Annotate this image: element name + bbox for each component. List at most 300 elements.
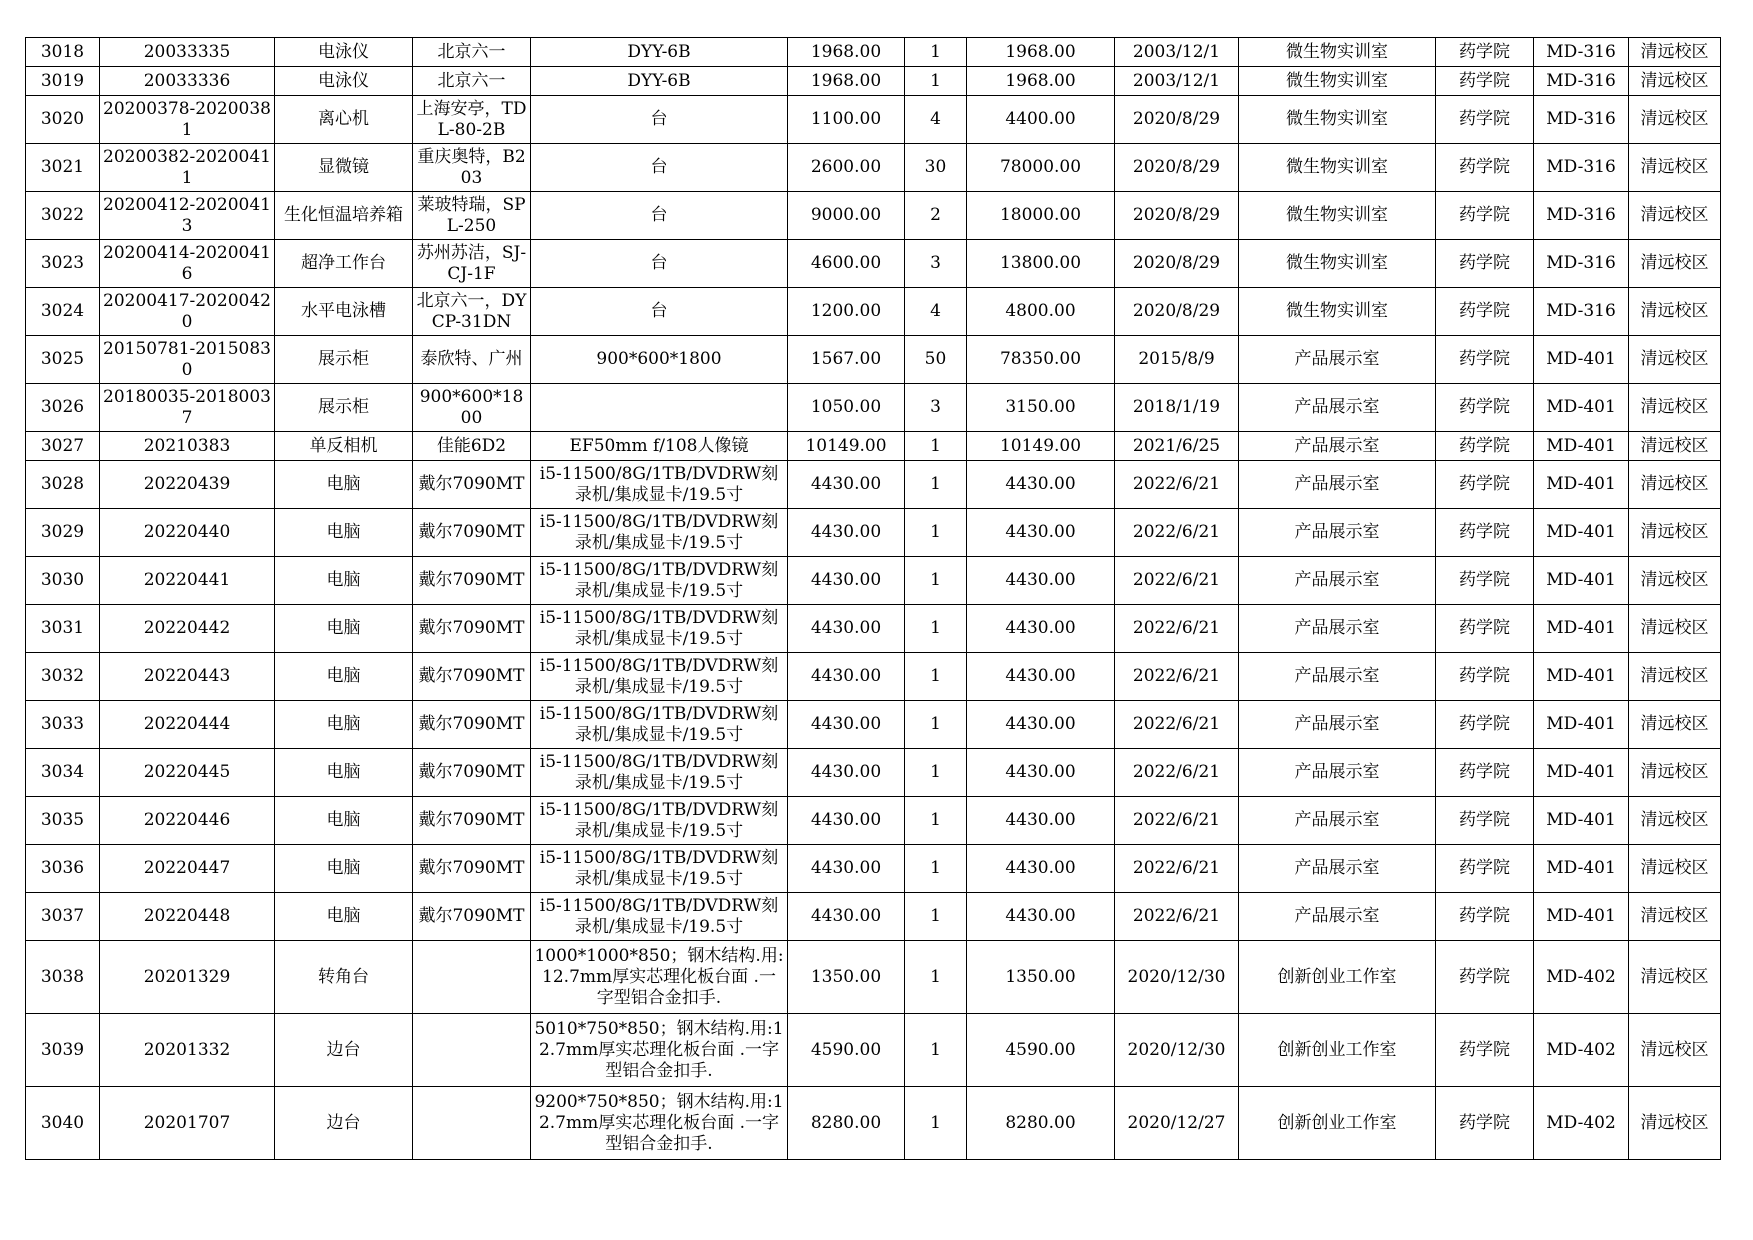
- cell-asset-no: 20220443: [100, 653, 275, 701]
- cell-lab: 产品展示室: [1239, 845, 1436, 893]
- cell-unit-price: 4430.00: [788, 509, 905, 557]
- cell-amount: 4430.00: [967, 557, 1115, 605]
- cell-campus: 清远校区: [1629, 144, 1721, 192]
- cell-campus: 清远校区: [1629, 67, 1721, 96]
- cell-unit-price: 4430.00: [788, 893, 905, 941]
- cell-qty: 1: [905, 749, 967, 797]
- cell-qty: 1: [905, 653, 967, 701]
- cell-room: MD-401: [1534, 557, 1629, 605]
- cell-qty: 1: [905, 845, 967, 893]
- cell-lab: 产品展示室: [1239, 336, 1436, 384]
- cell-college: 药学院: [1436, 288, 1534, 336]
- cell-asset-no: 20180035-20180037: [100, 384, 275, 432]
- cell-model: 戴尔7090MT: [413, 557, 531, 605]
- cell-seq: 3027: [26, 432, 100, 461]
- cell-campus: 清远校区: [1629, 240, 1721, 288]
- cell-date: 2020/12/30: [1115, 941, 1239, 1014]
- cell-amount: 1968.00: [967, 38, 1115, 67]
- cell-name: 水平电泳槽: [275, 288, 413, 336]
- cell-qty: 4: [905, 288, 967, 336]
- cell-name: 电脑: [275, 893, 413, 941]
- cell-seq: 3020: [26, 96, 100, 144]
- cell-asset-no: 20200417-20200420: [100, 288, 275, 336]
- cell-name: 边台: [275, 1087, 413, 1160]
- cell-date: 2021/6/25: [1115, 432, 1239, 461]
- cell-name: 电脑: [275, 701, 413, 749]
- cell-date: 2022/6/21: [1115, 509, 1239, 557]
- table-row: [26, 893, 1721, 941]
- cell-unit-price: 4430.00: [788, 461, 905, 509]
- cell-model: 北京六一: [413, 38, 531, 67]
- cell-room: MD-401: [1534, 653, 1629, 701]
- cell-room: MD-401: [1534, 893, 1629, 941]
- cell-unit-price: 4430.00: [788, 845, 905, 893]
- cell-name: 电脑: [275, 845, 413, 893]
- cell-unit-price: 1567.00: [788, 336, 905, 384]
- cell-lab: 产品展示室: [1239, 384, 1436, 432]
- cell-seq: 3040: [26, 1087, 100, 1160]
- cell-name: 电脑: [275, 509, 413, 557]
- cell-seq: 3018: [26, 38, 100, 67]
- cell-seq: 3024: [26, 288, 100, 336]
- cell-unit-price: 9000.00: [788, 192, 905, 240]
- cell-spec: i5-11500/8G/1TB/DVDRW刻录机/集成显卡/19.5寸: [531, 653, 788, 701]
- cell-campus: 清远校区: [1629, 557, 1721, 605]
- cell-spec: i5-11500/8G/1TB/DVDRW刻录机/集成显卡/19.5寸: [531, 797, 788, 845]
- cell-amount: 10149.00: [967, 432, 1115, 461]
- cell-room: MD-316: [1534, 240, 1629, 288]
- table-row: [26, 336, 1721, 384]
- cell-qty: 50: [905, 336, 967, 384]
- cell-seq: 3032: [26, 653, 100, 701]
- cell-qty: 1: [905, 509, 967, 557]
- cell-college: 药学院: [1436, 38, 1534, 67]
- cell-lab: 微生物实训室: [1239, 144, 1436, 192]
- cell-asset-no: 20201329: [100, 941, 275, 1014]
- cell-model: 戴尔7090MT: [413, 701, 531, 749]
- cell-name: 电脑: [275, 749, 413, 797]
- cell-qty: 1: [905, 461, 967, 509]
- cell-model: 戴尔7090MT: [413, 653, 531, 701]
- cell-date: 2022/6/21: [1115, 461, 1239, 509]
- cell-room: MD-402: [1534, 1014, 1629, 1087]
- cell-name: 电脑: [275, 653, 413, 701]
- cell-lab: 产品展示室: [1239, 749, 1436, 797]
- cell-asset-no: 20210383: [100, 432, 275, 461]
- cell-date: 2015/8/9: [1115, 336, 1239, 384]
- cell-seq: 3023: [26, 240, 100, 288]
- cell-room: MD-401: [1534, 797, 1629, 845]
- table-row: [26, 701, 1721, 749]
- cell-unit-price: 4600.00: [788, 240, 905, 288]
- cell-qty: 1: [905, 1014, 967, 1087]
- cell-unit-price: 1200.00: [788, 288, 905, 336]
- cell-date: 2003/12/1: [1115, 67, 1239, 96]
- cell-asset-no: 20220440: [100, 509, 275, 557]
- cell-lab: 产品展示室: [1239, 893, 1436, 941]
- cell-asset-no: 20033336: [100, 67, 275, 96]
- cell-lab: 创新创业工作室: [1239, 1014, 1436, 1087]
- cell-asset-no: 20033335: [100, 38, 275, 67]
- cell-amount: 4430.00: [967, 605, 1115, 653]
- cell-spec: i5-11500/8G/1TB/DVDRW刻录机/集成显卡/19.5寸: [531, 461, 788, 509]
- cell-qty: 1: [905, 557, 967, 605]
- cell-asset-no: 20220441: [100, 557, 275, 605]
- table-row: [26, 432, 1721, 461]
- table-body: [26, 38, 1721, 1160]
- cell-college: 药学院: [1436, 461, 1534, 509]
- cell-spec: DYY-6B: [531, 67, 788, 96]
- table-row: [26, 605, 1721, 653]
- cell-campus: 清远校区: [1629, 749, 1721, 797]
- cell-spec: i5-11500/8G/1TB/DVDRW刻录机/集成显卡/19.5寸: [531, 605, 788, 653]
- cell-date: 2020/8/29: [1115, 96, 1239, 144]
- cell-college: 药学院: [1436, 893, 1534, 941]
- cell-lab: 微生物实训室: [1239, 38, 1436, 67]
- cell-unit-price: 4430.00: [788, 749, 905, 797]
- table-row: [26, 557, 1721, 605]
- cell-room: MD-402: [1534, 941, 1629, 1014]
- cell-college: 药学院: [1436, 701, 1534, 749]
- cell-model: 戴尔7090MT: [413, 845, 531, 893]
- cell-asset-no: 20200378-20200381: [100, 96, 275, 144]
- cell-campus: 清远校区: [1629, 461, 1721, 509]
- cell-college: 药学院: [1436, 557, 1534, 605]
- cell-asset-no: 20220444: [100, 701, 275, 749]
- cell-lab: 产品展示室: [1239, 701, 1436, 749]
- cell-campus: 清远校区: [1629, 96, 1721, 144]
- cell-college: 药学院: [1436, 941, 1534, 1014]
- cell-qty: 30: [905, 144, 967, 192]
- table-row: [26, 845, 1721, 893]
- cell-campus: 清远校区: [1629, 432, 1721, 461]
- cell-spec: [531, 384, 788, 432]
- cell-name: 显微镜: [275, 144, 413, 192]
- cell-asset-no: 20220446: [100, 797, 275, 845]
- cell-amount: 4430.00: [967, 701, 1115, 749]
- table-row: [26, 461, 1721, 509]
- cell-lab: 产品展示室: [1239, 461, 1436, 509]
- cell-spec: i5-11500/8G/1TB/DVDRW刻录机/集成显卡/19.5寸: [531, 893, 788, 941]
- cell-college: 药学院: [1436, 192, 1534, 240]
- cell-name: 电脑: [275, 797, 413, 845]
- cell-name: 单反相机: [275, 432, 413, 461]
- cell-name: 电泳仪: [275, 67, 413, 96]
- cell-campus: 清远校区: [1629, 192, 1721, 240]
- cell-spec: i5-11500/8G/1TB/DVDRW刻录机/集成显卡/19.5寸: [531, 557, 788, 605]
- cell-unit-price: 10149.00: [788, 432, 905, 461]
- cell-lab: 产品展示室: [1239, 557, 1436, 605]
- cell-amount: 4430.00: [967, 797, 1115, 845]
- cell-campus: 清远校区: [1629, 1087, 1721, 1160]
- cell-room: MD-401: [1534, 605, 1629, 653]
- table-row: [26, 653, 1721, 701]
- cell-seq: 3030: [26, 557, 100, 605]
- cell-campus: 清远校区: [1629, 653, 1721, 701]
- cell-qty: 1: [905, 941, 967, 1014]
- cell-spec: 台: [531, 192, 788, 240]
- cell-model: 泰欣特、广州: [413, 336, 531, 384]
- cell-amount: 3150.00: [967, 384, 1115, 432]
- cell-unit-price: 1100.00: [788, 96, 905, 144]
- cell-model: 莱玻特瑞，SPL-250: [413, 192, 531, 240]
- cell-amount: 4590.00: [967, 1014, 1115, 1087]
- cell-date: 2020/12/30: [1115, 1014, 1239, 1087]
- cell-seq: 3022: [26, 192, 100, 240]
- cell-unit-price: 4430.00: [788, 797, 905, 845]
- cell-spec: 台: [531, 144, 788, 192]
- cell-college: 药学院: [1436, 240, 1534, 288]
- cell-campus: 清远校区: [1629, 509, 1721, 557]
- cell-model: 北京六一: [413, 67, 531, 96]
- cell-seq: 3019: [26, 67, 100, 96]
- cell-college: 药学院: [1436, 653, 1534, 701]
- cell-date: 2022/6/21: [1115, 701, 1239, 749]
- cell-lab: 产品展示室: [1239, 797, 1436, 845]
- cell-spec: i5-11500/8G/1TB/DVDRW刻录机/集成显卡/19.5寸: [531, 509, 788, 557]
- cell-asset-no: 20220442: [100, 605, 275, 653]
- cell-room: MD-401: [1534, 509, 1629, 557]
- cell-qty: 1: [905, 893, 967, 941]
- cell-model: 戴尔7090MT: [413, 797, 531, 845]
- cell-college: 药学院: [1436, 1014, 1534, 1087]
- cell-room: MD-316: [1534, 288, 1629, 336]
- cell-name: 电脑: [275, 461, 413, 509]
- cell-seq: 3031: [26, 605, 100, 653]
- cell-lab: 产品展示室: [1239, 605, 1436, 653]
- cell-date: 2022/6/21: [1115, 557, 1239, 605]
- cell-seq: 3033: [26, 701, 100, 749]
- cell-lab: 微生物实训室: [1239, 67, 1436, 96]
- table-row: [26, 1014, 1721, 1087]
- cell-date: 2022/6/21: [1115, 605, 1239, 653]
- cell-name: 电脑: [275, 557, 413, 605]
- cell-college: 药学院: [1436, 432, 1534, 461]
- cell-name: 超净工作台: [275, 240, 413, 288]
- cell-asset-no: 20201332: [100, 1014, 275, 1087]
- cell-college: 药学院: [1436, 797, 1534, 845]
- cell-spec: DYY-6B: [531, 38, 788, 67]
- cell-amount: 4430.00: [967, 893, 1115, 941]
- cell-qty: 1: [905, 605, 967, 653]
- cell-campus: 清远校区: [1629, 845, 1721, 893]
- cell-campus: 清远校区: [1629, 893, 1721, 941]
- cell-model: 戴尔7090MT: [413, 749, 531, 797]
- table-row: [26, 192, 1721, 240]
- cell-name: 生化恒温培养箱: [275, 192, 413, 240]
- cell-date: 2020/8/29: [1115, 240, 1239, 288]
- cell-amount: 4430.00: [967, 461, 1115, 509]
- cell-date: 2020/8/29: [1115, 288, 1239, 336]
- table-row: [26, 38, 1721, 67]
- cell-spec: i5-11500/8G/1TB/DVDRW刻录机/集成显卡/19.5寸: [531, 845, 788, 893]
- cell-college: 药学院: [1436, 605, 1534, 653]
- cell-college: 药学院: [1436, 336, 1534, 384]
- table-row: [26, 1087, 1721, 1160]
- cell-model: 苏州苏洁，SJ-CJ-1F: [413, 240, 531, 288]
- cell-unit-price: 1968.00: [788, 67, 905, 96]
- table-row: [26, 288, 1721, 336]
- cell-unit-price: 4590.00: [788, 1014, 905, 1087]
- cell-lab: 微生物实训室: [1239, 288, 1436, 336]
- cell-lab: 创新创业工作室: [1239, 941, 1436, 1014]
- cell-unit-price: 1350.00: [788, 941, 905, 1014]
- cell-unit-price: 2600.00: [788, 144, 905, 192]
- cell-spec: i5-11500/8G/1TB/DVDRW刻录机/集成显卡/19.5寸: [531, 701, 788, 749]
- cell-asset-no: 20150781-20150830: [100, 336, 275, 384]
- cell-model: 戴尔7090MT: [413, 893, 531, 941]
- cell-campus: 清远校区: [1629, 941, 1721, 1014]
- cell-college: 药学院: [1436, 144, 1534, 192]
- cell-date: 2022/6/21: [1115, 653, 1239, 701]
- cell-campus: 清远校区: [1629, 384, 1721, 432]
- cell-lab: 微生物实训室: [1239, 96, 1436, 144]
- cell-room: MD-316: [1534, 38, 1629, 67]
- table-row: [26, 797, 1721, 845]
- cell-seq: 3025: [26, 336, 100, 384]
- cell-unit-price: 4430.00: [788, 653, 905, 701]
- cell-spec: 台: [531, 96, 788, 144]
- cell-model: 重庆奥特，B203: [413, 144, 531, 192]
- cell-unit-price: 1050.00: [788, 384, 905, 432]
- cell-date: 2022/6/21: [1115, 797, 1239, 845]
- cell-date: 2022/6/21: [1115, 749, 1239, 797]
- cell-room: MD-402: [1534, 1087, 1629, 1160]
- cell-name: 转角台: [275, 941, 413, 1014]
- cell-qty: 1: [905, 38, 967, 67]
- cell-college: 药学院: [1436, 749, 1534, 797]
- cell-room: MD-401: [1534, 384, 1629, 432]
- cell-model: 北京六一，DYCP-31DN: [413, 288, 531, 336]
- cell-lab: 产品展示室: [1239, 509, 1436, 557]
- cell-model: 900*600*1800: [413, 384, 531, 432]
- table-row: [26, 384, 1721, 432]
- table-row: [26, 67, 1721, 96]
- cell-seq: 3035: [26, 797, 100, 845]
- cell-college: 药学院: [1436, 67, 1534, 96]
- cell-amount: 13800.00: [967, 240, 1115, 288]
- cell-seq: 3034: [26, 749, 100, 797]
- cell-amount: 18000.00: [967, 192, 1115, 240]
- cell-seq: 3038: [26, 941, 100, 1014]
- cell-spec: EF50mm f/108人像镜: [531, 432, 788, 461]
- cell-date: 2018/1/19: [1115, 384, 1239, 432]
- cell-qty: 1: [905, 701, 967, 749]
- cell-model: 戴尔7090MT: [413, 605, 531, 653]
- cell-amount: 4400.00: [967, 96, 1115, 144]
- cell-name: 电泳仪: [275, 38, 413, 67]
- cell-lab: 微生物实训室: [1239, 240, 1436, 288]
- cell-date: 2022/6/21: [1115, 893, 1239, 941]
- cell-amount: 4430.00: [967, 749, 1115, 797]
- cell-unit-price: 4430.00: [788, 605, 905, 653]
- cell-campus: 清远校区: [1629, 797, 1721, 845]
- cell-qty: 2: [905, 192, 967, 240]
- cell-amount: 4800.00: [967, 288, 1115, 336]
- cell-qty: 1: [905, 67, 967, 96]
- cell-seq: 3026: [26, 384, 100, 432]
- cell-college: 药学院: [1436, 384, 1534, 432]
- cell-campus: 清远校区: [1629, 336, 1721, 384]
- cell-asset-no: 20201707: [100, 1087, 275, 1160]
- cell-seq: 3028: [26, 461, 100, 509]
- cell-asset-no: 20220439: [100, 461, 275, 509]
- cell-spec: i5-11500/8G/1TB/DVDRW刻录机/集成显卡/19.5寸: [531, 749, 788, 797]
- cell-model: [413, 1014, 531, 1087]
- cell-model: 上海安亭，TDL-80-2B: [413, 96, 531, 144]
- cell-qty: 3: [905, 384, 967, 432]
- cell-seq: 3021: [26, 144, 100, 192]
- cell-room: MD-401: [1534, 432, 1629, 461]
- cell-unit-price: 8280.00: [788, 1087, 905, 1160]
- cell-room: MD-316: [1534, 192, 1629, 240]
- table-row: [26, 96, 1721, 144]
- cell-seq: 3036: [26, 845, 100, 893]
- cell-lab: 产品展示室: [1239, 432, 1436, 461]
- asset-inventory-table: [25, 37, 1721, 1160]
- cell-campus: 清远校区: [1629, 701, 1721, 749]
- cell-lab: 微生物实训室: [1239, 192, 1436, 240]
- cell-spec: 1000*1000*850；钢木结构.用:12.7mm厚实芯理化板台面 .一字型铝合金扣手.: [531, 941, 788, 1014]
- cell-date: 2003/12/1: [1115, 38, 1239, 67]
- cell-seq: 3029: [26, 509, 100, 557]
- cell-amount: 78350.00: [967, 336, 1115, 384]
- cell-model: 戴尔7090MT: [413, 509, 531, 557]
- cell-room: MD-316: [1534, 67, 1629, 96]
- cell-unit-price: 4430.00: [788, 701, 905, 749]
- cell-room: MD-401: [1534, 845, 1629, 893]
- cell-qty: 3: [905, 240, 967, 288]
- cell-room: MD-316: [1534, 96, 1629, 144]
- cell-qty: 1: [905, 432, 967, 461]
- cell-qty: 1: [905, 1087, 967, 1160]
- table-row: [26, 749, 1721, 797]
- cell-model: [413, 941, 531, 1014]
- cell-amount: 1968.00: [967, 67, 1115, 96]
- table-row: [26, 509, 1721, 557]
- table-row: [26, 941, 1721, 1014]
- cell-college: 药学院: [1436, 1087, 1534, 1160]
- cell-unit-price: 1968.00: [788, 38, 905, 67]
- cell-date: 2022/6/21: [1115, 845, 1239, 893]
- cell-college: 药学院: [1436, 509, 1534, 557]
- cell-asset-no: 20220445: [100, 749, 275, 797]
- cell-name: 展示柜: [275, 336, 413, 384]
- cell-model: 戴尔7090MT: [413, 461, 531, 509]
- cell-asset-no: 20200412-20200413: [100, 192, 275, 240]
- cell-date: 2020/12/27: [1115, 1087, 1239, 1160]
- cell-spec: 台: [531, 240, 788, 288]
- cell-asset-no: 20220447: [100, 845, 275, 893]
- table-row: [26, 144, 1721, 192]
- cell-unit-price: 4430.00: [788, 557, 905, 605]
- cell-name: 边台: [275, 1014, 413, 1087]
- cell-room: MD-401: [1534, 701, 1629, 749]
- cell-lab: 创新创业工作室: [1239, 1087, 1436, 1160]
- cell-amount: 4430.00: [967, 653, 1115, 701]
- cell-campus: 清远校区: [1629, 605, 1721, 653]
- cell-seq: 3037: [26, 893, 100, 941]
- cell-qty: 1: [905, 797, 967, 845]
- cell-amount: 1350.00: [967, 941, 1115, 1014]
- cell-campus: 清远校区: [1629, 288, 1721, 336]
- cell-room: MD-401: [1534, 336, 1629, 384]
- cell-college: 药学院: [1436, 96, 1534, 144]
- cell-amount: 78000.00: [967, 144, 1115, 192]
- cell-spec: 9200*750*850；钢木结构.用:12.7mm厚实芯理化板台面 .一字型铝合金扣手.: [531, 1087, 788, 1160]
- cell-model: 佳能6D2: [413, 432, 531, 461]
- cell-campus: 清远校区: [1629, 38, 1721, 67]
